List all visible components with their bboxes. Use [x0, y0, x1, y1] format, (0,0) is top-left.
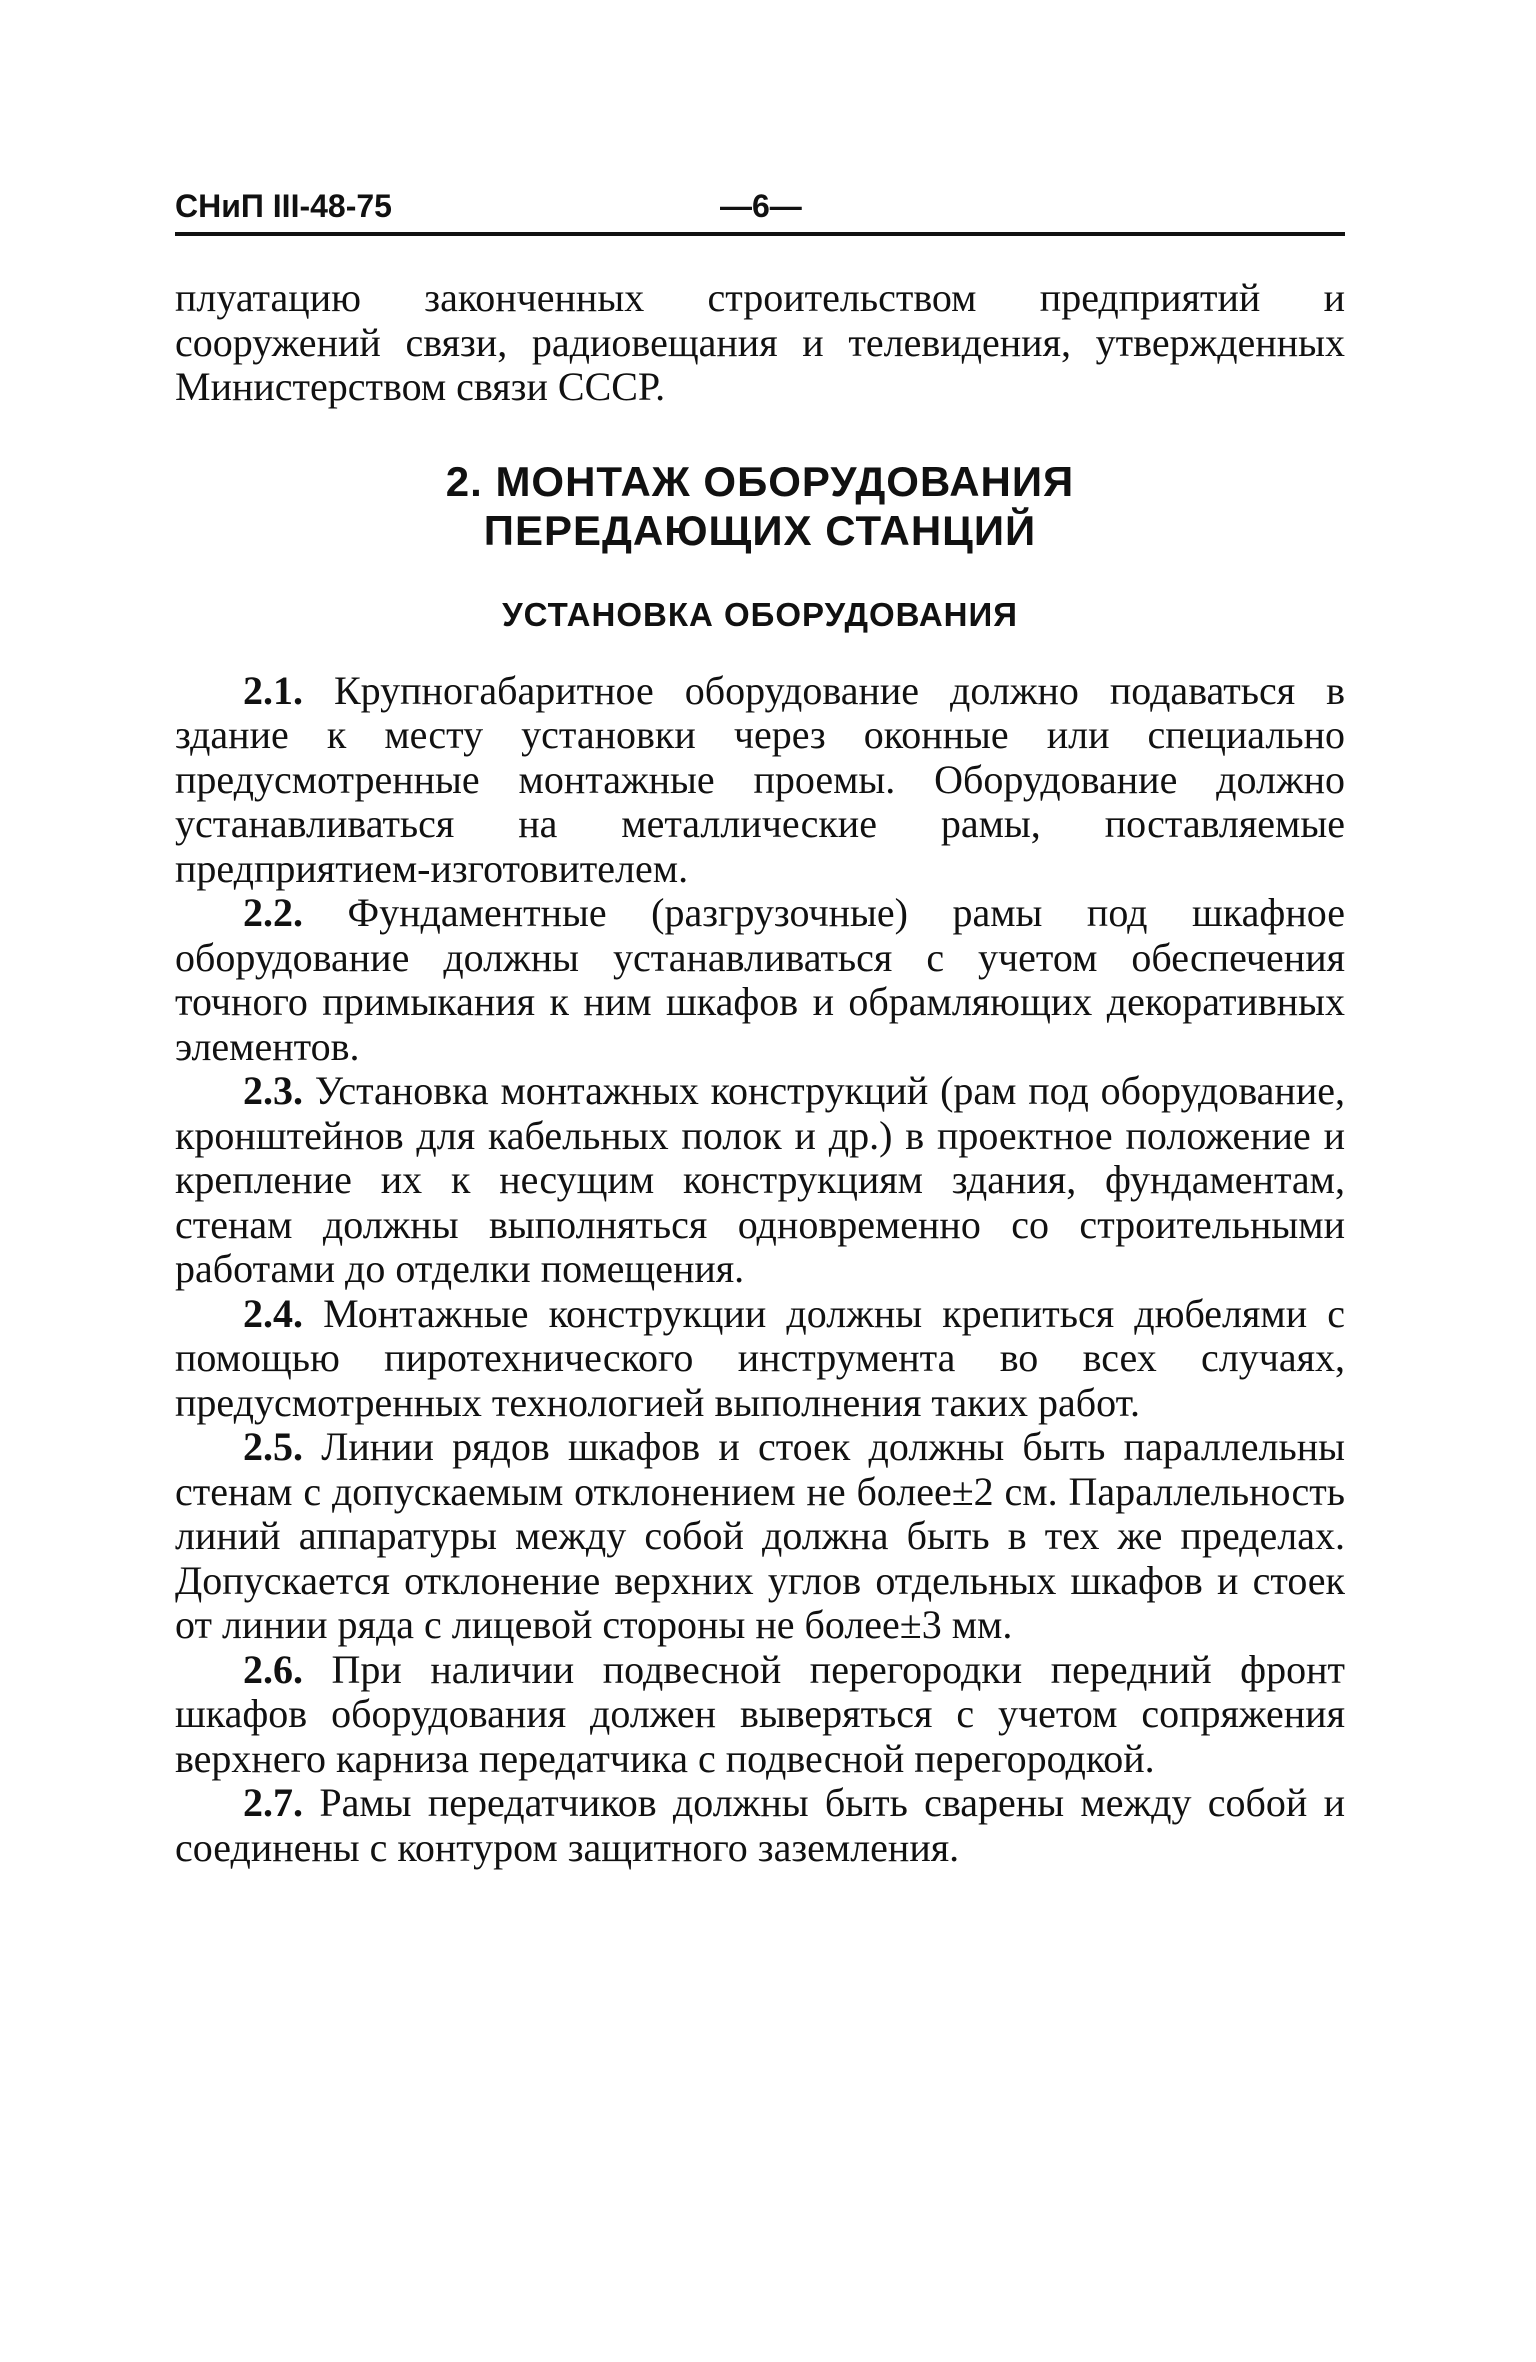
clause-number: 2.1. — [243, 667, 303, 713]
clause-number: 2.5. — [243, 1424, 303, 1469]
intro-paragraph: плуатацию законченных строительством предприятий и сооружений связи, радиовещания и телевидения, утвержденных Министерством связи СССР. — [175, 275, 1345, 409]
document-code: СНиП III-48-75 — [175, 188, 392, 224]
clause-text: Линии рядов шкафов и стоек должны быть параллельны стенам с допускаемым отклонением не более±2 см. Параллельность линий аппаратуры между собой должна быть в тех же пределах. Допускается отклонение верхних углов отдельных шкафов и стоек от линии ряда с лицевой стороны не более±3 мм. — [175, 1424, 1346, 1647]
clause-number: 2.4. — [243, 1290, 303, 1336]
section-title-line-1: 2. МОНТАЖ ОБОРУДОВАНИЯ — [445, 457, 1075, 505]
clause-text: При наличии подвесной перегородки передний фронт шкафов оборудования должен выверяться с учетом сопряжения верхнего карниза передатчика с подвесной перегородкой. — [175, 1646, 1345, 1781]
clause-text: Фундаментные (разгрузочные) рамы под шкафное оборудование должны устанавливаться с учетом обеспечения точного примыкания к ним шкафов и обрамляющих декоративных элементов. — [175, 890, 1345, 1069]
clause-2-5 — [175, 1425, 1345, 1648]
section-title-line-2: ПЕРЕДАЮЩИХ СТАНЦИЙ — [483, 506, 1037, 554]
header-rule — [175, 232, 1345, 236]
clause-2-7 — [175, 1781, 1345, 1870]
page-number: —6— — [720, 188, 802, 224]
clause-2-6 — [175, 1648, 1345, 1782]
section-title — [175, 457, 1345, 555]
clause-text: Монтажные конструкции должны крепиться дюбелями с помощью пиротехнического инструмента во всех случаях, предусмотренных технологией выполнения таких работ. — [175, 1290, 1345, 1425]
running-header — [175, 170, 1345, 230]
clause-number: 2.7. — [243, 1780, 303, 1825]
body-text — [175, 276, 1345, 1870]
clause-text: Установка монтажных конструкций (рам под оборудование, кронштейнов для кабельных полок и др.) в проектное положение и крепление их к несущим конструкциям здания, фундаментам, стенам должны выполняться одновременно со строительными работами до отделки помещения. — [175, 1068, 1345, 1291]
document-page — [175, 170, 1345, 1870]
clause-number: 2.3. — [243, 1068, 303, 1113]
clause-text: Крупногабаритное оборудование должно подаваться в здание к месту установки через оконные или специально предусмотренные монтажные проемы. Оборудование должно устанавливаться на металлические рамы, поставляемые предприятием-изготовителем. — [175, 667, 1346, 891]
clause-number: 2.6. — [243, 1646, 303, 1692]
clause-2-4 — [175, 1292, 1345, 1426]
clause-text: Рамы передатчиков должны быть сварены между собой и соединены с контуром защитного заземления. — [175, 1780, 1346, 1870]
clause-2-1 — [175, 669, 1345, 892]
clause-2-2 — [175, 891, 1345, 1069]
clause-2-3 — [175, 1069, 1345, 1292]
clause-number: 2.2. — [243, 890, 303, 935]
subsection-title: УСТАНОВКА ОБОРУДОВАНИЯ — [502, 595, 1018, 633]
